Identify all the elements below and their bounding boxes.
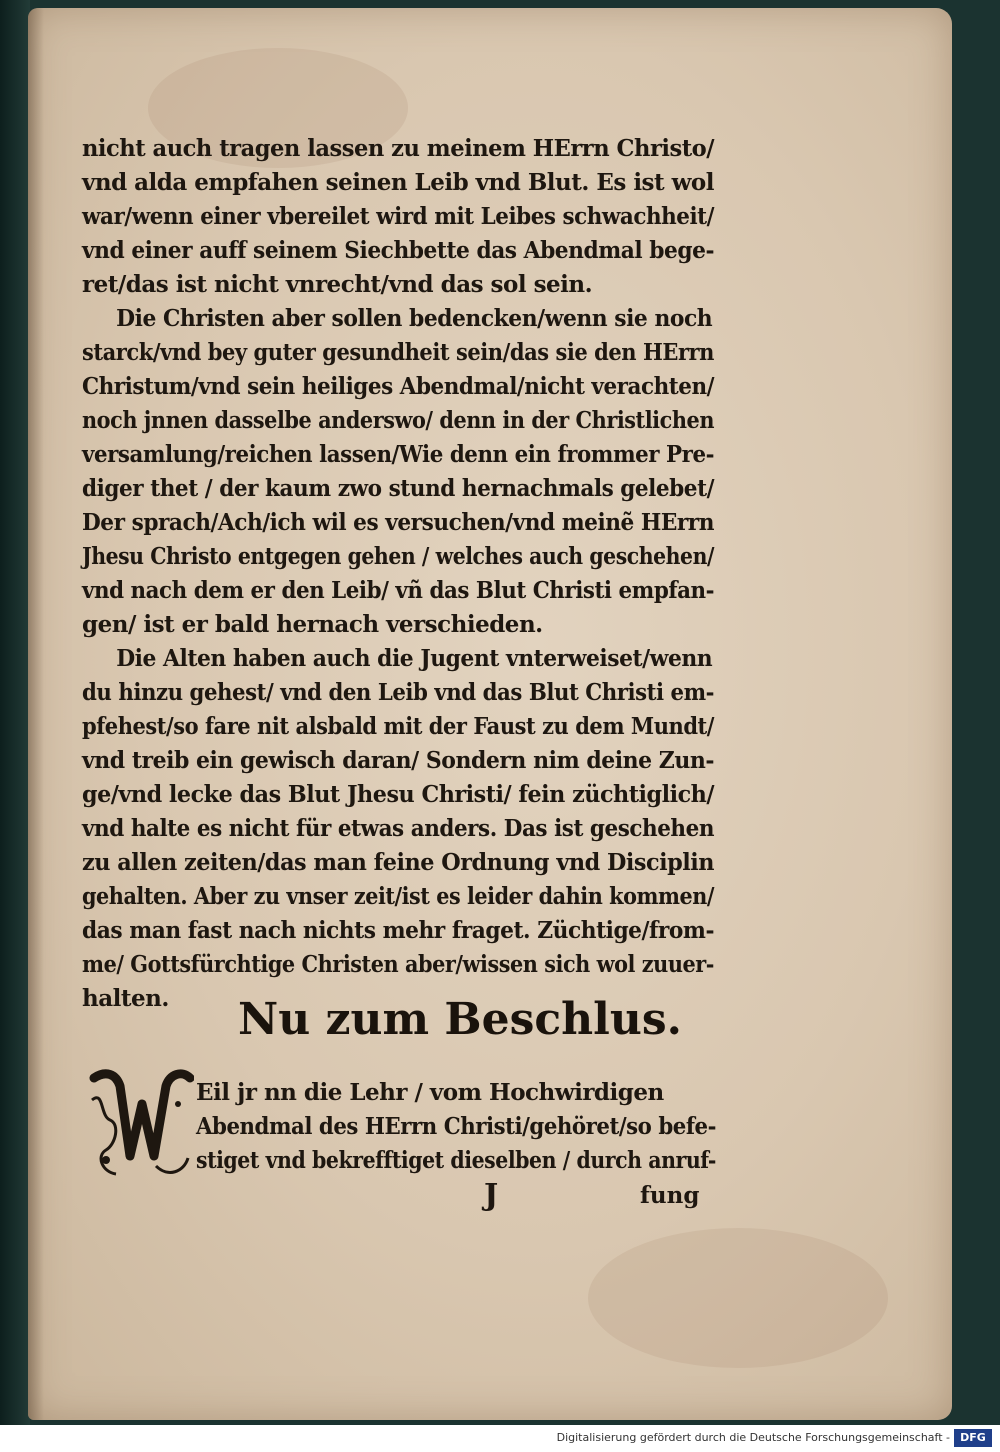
text-line: stiget vnd bekrefftiget dieselben / durch anruf- xyxy=(196,1147,716,1174)
text-line: Die Alten haben auch die Jugent vnterweiset/wenn xyxy=(116,645,713,672)
text-line: gen/ ist er bald hernach verschieden. xyxy=(82,611,543,638)
text-line: vnd nach dem er den Leib/ vñ das Blut Christi empfan- xyxy=(82,577,714,604)
dfg-logo[interactable]: DFG xyxy=(954,1429,992,1447)
text-line: Jhesu Christo entgegen gehen / welches auch geschehen/ xyxy=(82,543,714,570)
text-line: Christum/vnd sein heiliges Abendmal/nicht verachten/ xyxy=(82,373,714,400)
page-shadow xyxy=(0,0,30,1425)
text-line: Eil jr nn die Lehr / vom Hochwirdigen xyxy=(196,1079,664,1106)
text-line: Der sprach/Ach/ich wil es versuchen/vnd meinẽ HErrn xyxy=(82,509,714,536)
text-line: halten. xyxy=(82,985,169,1012)
binding-edge xyxy=(28,8,44,1420)
paper-stain xyxy=(588,1228,888,1368)
text-line: me/ Gottsfürchtige Christen aber/wissen sich wol zuuer- xyxy=(82,951,714,978)
text-line: vnd halte es nicht für etwas anders. Das ist geschehen xyxy=(82,815,714,842)
text-line: starck/vnd bey guter gesundheit sein/das sie den HErrn xyxy=(82,339,714,366)
funding-notice: Digitalisierung gefördert durch die Deutsche Forschungsgemeinschaft - xyxy=(556,1431,950,1444)
text-line: das man fast nach nichts mehr fraget. Züchtige/from- xyxy=(82,917,714,944)
section-heading: Nu zum Beschlus. xyxy=(238,994,682,1045)
text-line: zu allen zeiten/das man feine Ordnung vnd Disciplin xyxy=(82,849,714,876)
text-line: gehalten. Aber zu vnser zeit/ist es leider dahin kommen/ xyxy=(82,883,714,910)
decorated-initial xyxy=(86,1060,194,1184)
text-line: du hinzu gehest/ vnd den Leib vnd das Blut Christi em- xyxy=(82,679,714,706)
text-line: vnd einer auff seinem Siechbette das Abendmal bege- xyxy=(82,237,714,264)
closing-paragraph xyxy=(196,1076,716,1178)
catchword: fung xyxy=(640,1182,700,1209)
text-line: war/wenn einer vbereilet wird mit Leibes schwachheit/ xyxy=(82,203,714,230)
text-line: noch jnnen dasselbe anderswo/ denn in der Christlichen xyxy=(82,407,714,434)
signature-mark: J xyxy=(484,1178,499,1213)
text-line: versamlung/reichen lassen/Wie denn ein frommer Pre- xyxy=(82,441,714,468)
body-text xyxy=(82,132,714,1016)
footer-bar xyxy=(0,1425,1000,1452)
text-line: pfehest/so fare nit alsbald mit der Faust zu dem Mundt/ xyxy=(82,713,714,740)
text-line: Die Christen aber sollen bedencken/wenn sie noch xyxy=(116,305,713,332)
text-line: nicht auch tragen lassen zu meinem HErrn Christo/ xyxy=(82,135,714,162)
text-line: Abendmal des HErrn Christi/gehöret/so befe- xyxy=(196,1113,716,1140)
text-line: ret/das ist nicht vnrecht/vnd das sol sein. xyxy=(82,271,593,298)
text-line: vnd alda empfahen seinen Leib vnd Blut. Es ist wol xyxy=(82,169,714,196)
text-line: vnd treib ein gewisch daran/ Sondern nim deine Zun- xyxy=(82,747,714,774)
text-line: diger thet / der kaum zwo stund hernachmals gelebet/ xyxy=(82,475,714,502)
text-line: ge/vnd lecke das Blut Jhesu Christi/ fein züchtiglich/ xyxy=(82,781,714,808)
